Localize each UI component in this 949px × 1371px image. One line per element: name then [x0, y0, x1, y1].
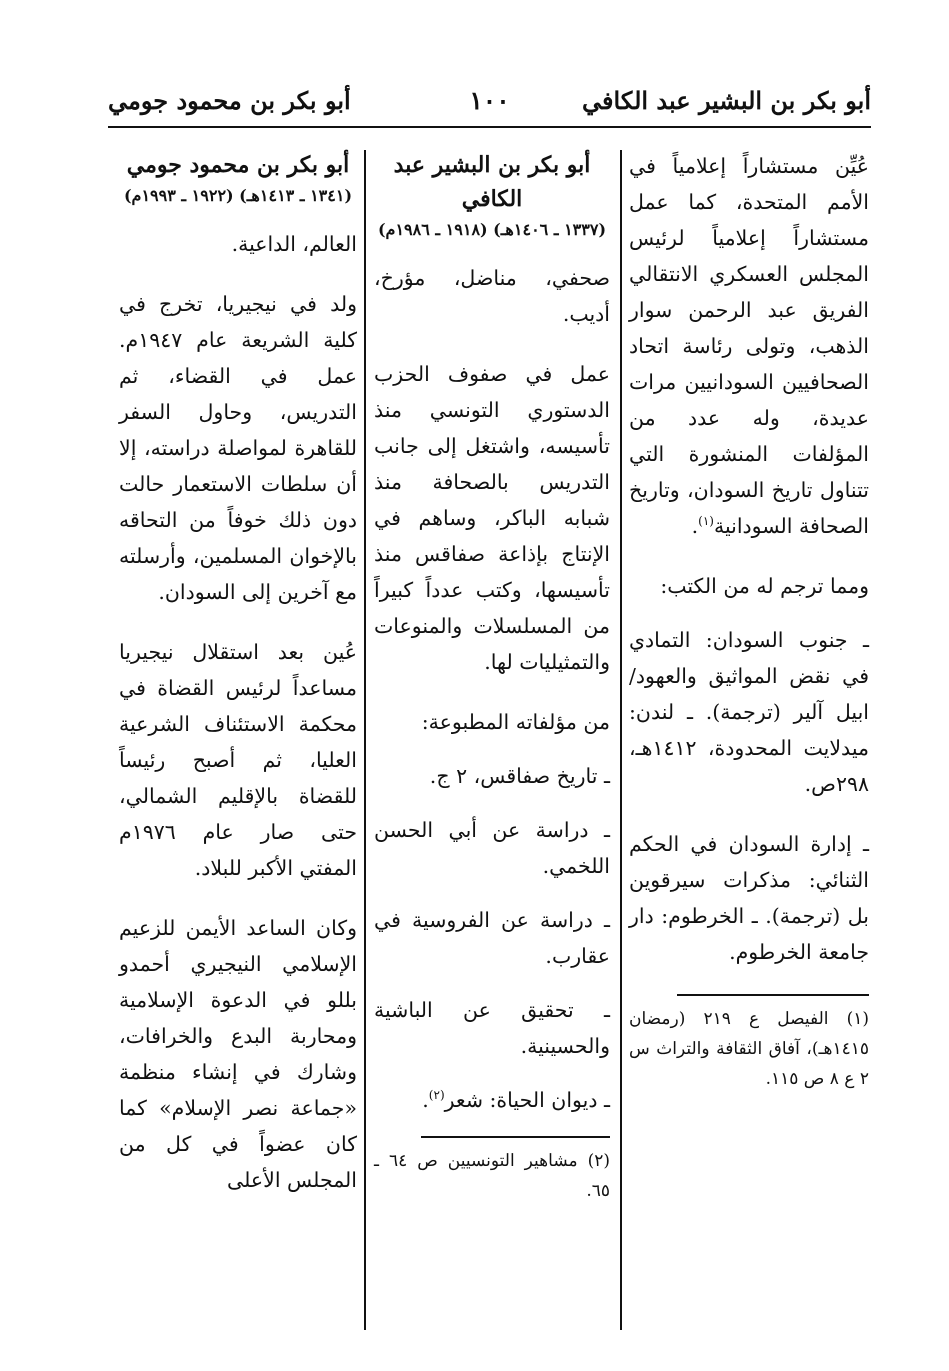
- column-left: [119, 148, 357, 1222]
- footnote-rule: [677, 994, 869, 996]
- list-item: ـ تحقيق عن الباشية والحسينية.: [374, 998, 610, 1058]
- entry-title: أبو بكر بن البشير عبد الكافي: [393, 152, 591, 212]
- column-divider-right: [620, 150, 622, 1330]
- paragraph: من مؤلفاته المطبوعة:: [421, 710, 610, 734]
- footnote-reference: (٢): [428, 1088, 445, 1103]
- list-item: ـ دراسة عن أبي الحسن اللخمي.: [374, 818, 610, 878]
- column-divider-left: [364, 150, 366, 1330]
- paragraph: عمل في صفوف الحزب الدستوري التونسي منذ تأسيسه، واشتغل إلى جانب التدريس بالصحافة منذ شبابه الباكر، وساهم في الإنتاج بإذاعة صفاقس منذ تأسيسها، وكتب عدداً كبيراً من المسلسلات والمنوعات والتمثيليات لها.: [374, 362, 610, 674]
- entry-title: أبو بكر بن محمود جومي: [126, 152, 350, 178]
- list-item: ـ دراسة عن الفروسية في عقارب.: [374, 908, 610, 968]
- footnote: (١) الفيصل ع ٢١٩ (رمضان ١٤١٥هـ)، آفاق الثقافة والتراث س ٢ ع ٨ ص ١١٥.: [629, 1009, 869, 1089]
- paragraph: عُيِّن مستشاراً إعلامياً في الأمم المتحدة، كما عمل مستشاراً إعلامياً لرئيس المجلس العسكري الانتقالي الفريق عبد الرحمن سوار الذهب، وتولى رئاسة اتحاد الصحافيين السودانيين مرات عديدة، وله عدد من المؤلفات المنشورة التي تتناول تاريخ السودان، وتاريخ الصحافة السودانية$^{(١)}$.: [629, 154, 869, 538]
- paragraph: صحفي، مناضل، مؤرخ، أديب.: [374, 266, 610, 326]
- entry-dates: (١٣٣٧ ـ ١٤٠٦هـ) (١٩١٨ ـ ١٩٨٦م): [377, 220, 607, 239]
- list-item: ـ تاريخ صفاقس، ٢ ج.: [429, 764, 610, 788]
- list-item: ـ جنوب السودان: التمادي في نقض المواثيق والعهود/ ابيل آلير (ترجمة). ـ لندن: ميدلايت المحدودة، ١٤١٢هـ، ٢٩٨ص.: [629, 628, 869, 796]
- column-right: [629, 148, 869, 1094]
- paragraph: ولد في نيجيريا، تخرج في كلية الشريعة عام ١٩٤٧م. عمل في القضاء، ثم التدريس، وحاول السفر للقاهرة لمواصلة دراسته، إلا أن سلطات الاستعمار حالت دون ذلك خوفاً من التحاقه بالإخوان المسلمين، وأرسلته مع آخرين إلى السودان.: [119, 292, 357, 604]
- paragraph: عُين بعد استقلال نيجيريا مساعداً لرئيس القضاة في محكمة الاستئناف الشرعية العليا، ثم أصبح رئيساً للقضاة بالإقليم الشمالي، حتى صار عام ١٩٧٦م المفتي الأكبر للبلاد.: [119, 640, 357, 880]
- list-item: ـ ديوان الحياة: شعر$^{(٢)}$.: [422, 1088, 610, 1112]
- column-middle: [374, 148, 610, 1206]
- footnote: (٢) مشاهير التونسيين ص ٦٤ ـ ٦٥.: [374, 1151, 610, 1201]
- paragraph: ومما ترجم له من الكتب:: [660, 574, 869, 598]
- paragraph: العالم، الداعية.: [231, 232, 357, 256]
- footnote-rule: [421, 1136, 610, 1138]
- header-left-title: أبو بكر بن محمود جومي: [108, 86, 351, 115]
- running-header: [108, 82, 871, 128]
- list-item: ـ إدارة السودان في الحكم الثنائي: مذكرات سيرقوين بل (ترجمة). ـ الخرطوم: دار جامعة الخرطوم.: [629, 832, 869, 964]
- entry-dates: (١٣٤١ ـ ١٤١٣هـ) (١٩٢٢ ـ ١٩٩٣م): [123, 186, 353, 205]
- paragraph: وكان الساعد الأيمن للزعيم الإسلامي النيجيري أحمدو بللو في الدعوة الإسلامية ومحاربة البدع والخرافات، وشارك في إنشاء منظمة «جماعة نصر الإسلام» كما كان عضواً في كل من المجلس الأعلى: [119, 916, 357, 1192]
- page-number: ١٠٠: [469, 86, 510, 115]
- footnote-reference: (١): [698, 514, 714, 529]
- header-right-title: أبو بكر بن البشير عبد الكافي: [582, 86, 871, 115]
